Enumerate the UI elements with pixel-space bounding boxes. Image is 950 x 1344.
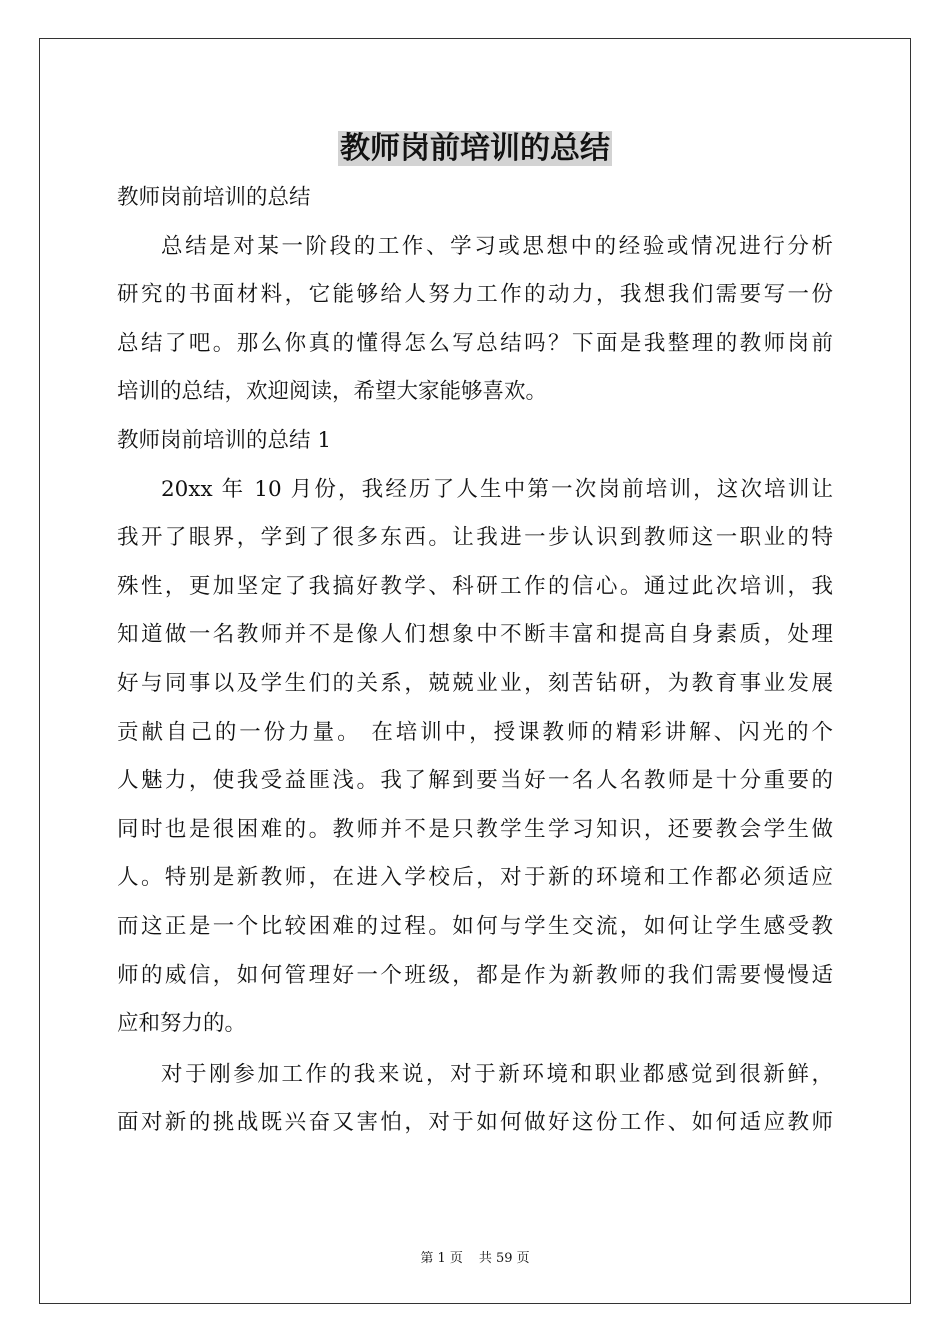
body-line: 师的威信，如何管理好一个班级，都是作为新教师的我们需要慢慢适 <box>117 962 833 988</box>
body-line: 20xx 年 10 月份，我经历了人生中第一次岗前培训，这次培训让 <box>161 476 833 502</box>
body-line: 人魅力，使我受益匪浅。我了解到要当好一名人名教师是十分重要的 <box>117 768 833 794</box>
document-title-text: 教师岗前培训的总结 <box>340 131 610 166</box>
body-line: 面对新的挑战既兴奋又害怕，对于如何做好这份工作、如何适应教师 <box>117 1110 833 1136</box>
body-line: 教师岗前培训的总结 <box>117 185 311 210</box>
body-line: 我开了眼界，学到了很多东西。让我进一步认识到教师这一职业的特 <box>117 525 833 551</box>
body-line: 而这正是一个比较困难的过程。如何与学生交流，如何让学生感受教 <box>117 913 833 939</box>
body-line: 应和努力的。 <box>117 1011 247 1037</box>
body-line: 人。特别是新教师，在进入学校后，对于新的环境和工作都必须适应 <box>117 865 833 891</box>
page-number: 第 1 页 <box>420 1251 463 1266</box>
body-line: 对于刚参加工作的我来说，对于新环境和职业都感觉到很新鲜， <box>161 1061 833 1087</box>
section-heading: 教师岗前培训的总结 1 <box>117 427 332 453</box>
document-body <box>117 174 833 1148</box>
body-line: 总结是对某一阶段的工作、学习或思想中的经验或情况进行分析 <box>161 233 833 259</box>
body-line: 培训的总结，欢迎阅读，希望大家能够喜欢。 <box>117 379 548 405</box>
body-line: 好与同事以及学生们的关系，兢兢业业，刻苦钻研，为教育事业发展 <box>117 670 833 696</box>
body-line: 贡献自己的一份力量。 在培训中，授课教师的精彩讲解、闪光的个 <box>117 719 833 745</box>
body-line: 同时也是很困难的。教师并不是只教学生学习知识，还要教会学生做 <box>117 816 833 842</box>
document-title <box>0 126 950 172</box>
body-line: 总结了吧。那么你真的懂得怎么写总结吗？下面是我整理的教师岗前 <box>117 330 833 356</box>
page-footer <box>0 1247 950 1266</box>
body-line: 殊性，更加坚定了我搞好教学、科研工作的信心。通过此次培训，我 <box>117 573 833 599</box>
page-total: 共 59 页 <box>478 1251 530 1266</box>
body-line: 研究的书面材料，它能够给人努力工作的动力，我想我们需要写一份 <box>117 282 833 308</box>
body-line: 知道做一名教师并不是像人们想象中不断丰富和提高自身素质，处理 <box>117 622 833 648</box>
